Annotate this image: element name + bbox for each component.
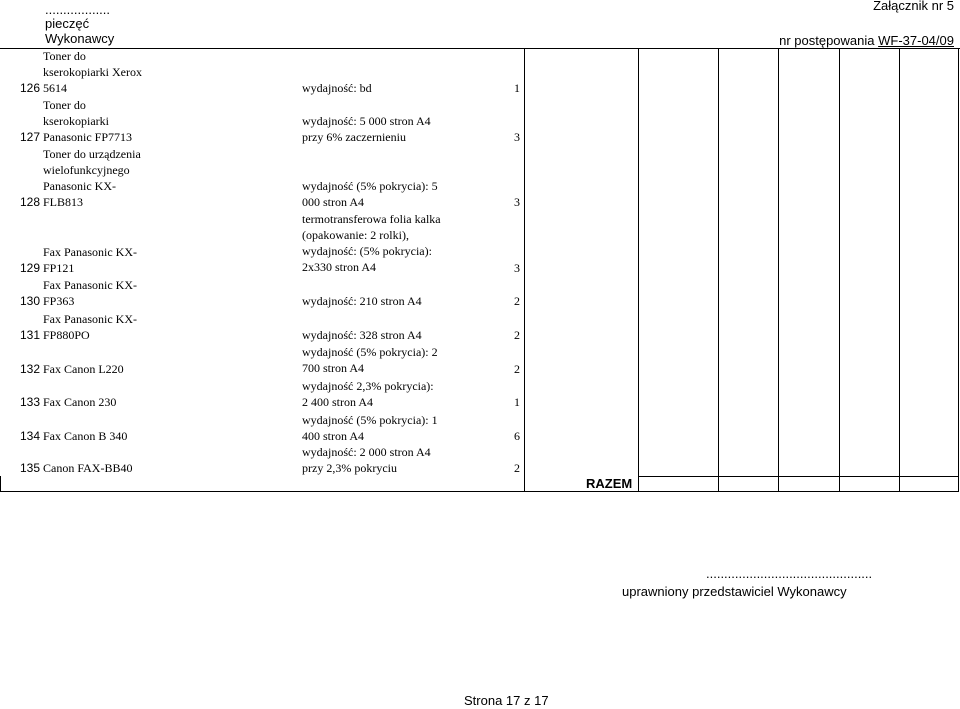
table-row	[0, 145, 524, 209]
item-name: Toner do kserokopiarki Panasonic FP7713	[43, 98, 133, 144]
item-description: wydajność: 2 000 stron A4 przy 2,3% pokryciu	[302, 445, 431, 475]
table-row	[0, 412, 524, 446]
table-row	[0, 310, 524, 344]
table-row	[0, 378, 524, 412]
signature-label: uprawniony przedstawiciel Wykonawcy	[622, 584, 847, 599]
row-number: 129	[19, 261, 40, 275]
row-number: 126	[19, 81, 40, 95]
procedure-code: WF-37-04/09	[878, 33, 954, 48]
procedure-number	[779, 33, 954, 49]
col-border-6	[899, 48, 900, 492]
row-number: 130	[19, 294, 40, 308]
table-row	[0, 210, 524, 276]
item-quantity: 6	[514, 429, 520, 443]
page-number: Strona 17 z 17	[464, 693, 549, 708]
row-number: 131	[19, 328, 40, 342]
col-border-1	[524, 48, 525, 492]
item-name: Fax Canon L220	[43, 362, 124, 376]
item-quantity: 1	[514, 395, 520, 409]
item-description: termotransferowa folia kalka (opakowanie: 2 rolki), wydajność: (5% pokrycia): 2x330 stron A4	[302, 212, 441, 274]
item-name: Fax Panasonic KX- FP121	[43, 245, 137, 275]
table-row	[0, 344, 524, 378]
item-quantity: 3	[514, 195, 520, 209]
item-quantity: 3	[514, 261, 520, 275]
item-name: Fax Panasonic KX- FP363	[43, 278, 137, 308]
item-quantity: 2	[514, 362, 520, 376]
row-number: 134	[19, 429, 40, 443]
item-name: Toner do urządzenia wielofunkcyjnego Panasonic KX- FLB813	[43, 147, 141, 209]
item-name: Toner do kserokopiarki Xerox 5614	[43, 49, 142, 95]
attachment-label: Załącznik nr 5	[873, 0, 954, 13]
stamp-dots: ..................	[45, 2, 111, 17]
item-quantity: 3	[514, 130, 520, 144]
item-name: Canon FAX-BB40	[43, 461, 133, 475]
col-border-5	[839, 48, 840, 492]
item-description: wydajność: 5 000 stron A4 przy 6% zaczernieniu	[302, 114, 431, 144]
item-description: wydajność (5% pokrycia): 1 400 stron A4	[302, 413, 438, 443]
table-bottom-border	[0, 491, 959, 492]
signature-dots: ..............................................	[706, 566, 873, 581]
item-name: Fax Panasonic KX- FP880PO	[43, 312, 137, 342]
table-left-border	[0, 476, 1, 492]
item-quantity: 2	[514, 461, 520, 475]
item-description: wydajność (5% pokrycia): 5 000 stron A4	[302, 179, 438, 209]
col-border-4	[778, 48, 779, 492]
col-border-2	[638, 48, 639, 492]
row-number: 132	[19, 362, 40, 376]
col-border-3	[718, 48, 719, 492]
table-row	[0, 445, 524, 477]
item-name: Fax Canon B 340	[43, 429, 128, 443]
row-number: 135	[19, 461, 40, 475]
table-row	[0, 96, 524, 144]
row-number: 133	[19, 395, 40, 409]
row-number: 128	[19, 195, 40, 209]
item-name: Fax Canon 230	[43, 395, 117, 409]
contractor-label: Wykonawcy	[45, 31, 115, 46]
table-row	[0, 48, 524, 96]
total-label: RAZEM	[586, 476, 633, 491]
table-right-border	[958, 48, 959, 492]
item-description: wydajność: bd	[302, 81, 372, 95]
item-quantity: 1	[514, 81, 520, 95]
procedure-prefix: nr postępowania	[779, 33, 879, 48]
stamp-label: pieczęć	[45, 16, 90, 31]
item-description: wydajność 2,3% pokrycia): 2 400 stron A4	[302, 379, 434, 409]
item-description: wydajność (5% pokrycia): 2 700 stron A4	[302, 345, 438, 375]
total-top-border	[638, 476, 959, 477]
item-description: wydajność: 328 stron A4	[302, 328, 422, 342]
item-description: wydajność: 210 stron A4	[302, 294, 422, 308]
item-quantity: 2	[514, 328, 520, 342]
item-quantity: 2	[514, 294, 520, 308]
table-row	[0, 276, 524, 310]
row-number: 127	[19, 130, 40, 144]
